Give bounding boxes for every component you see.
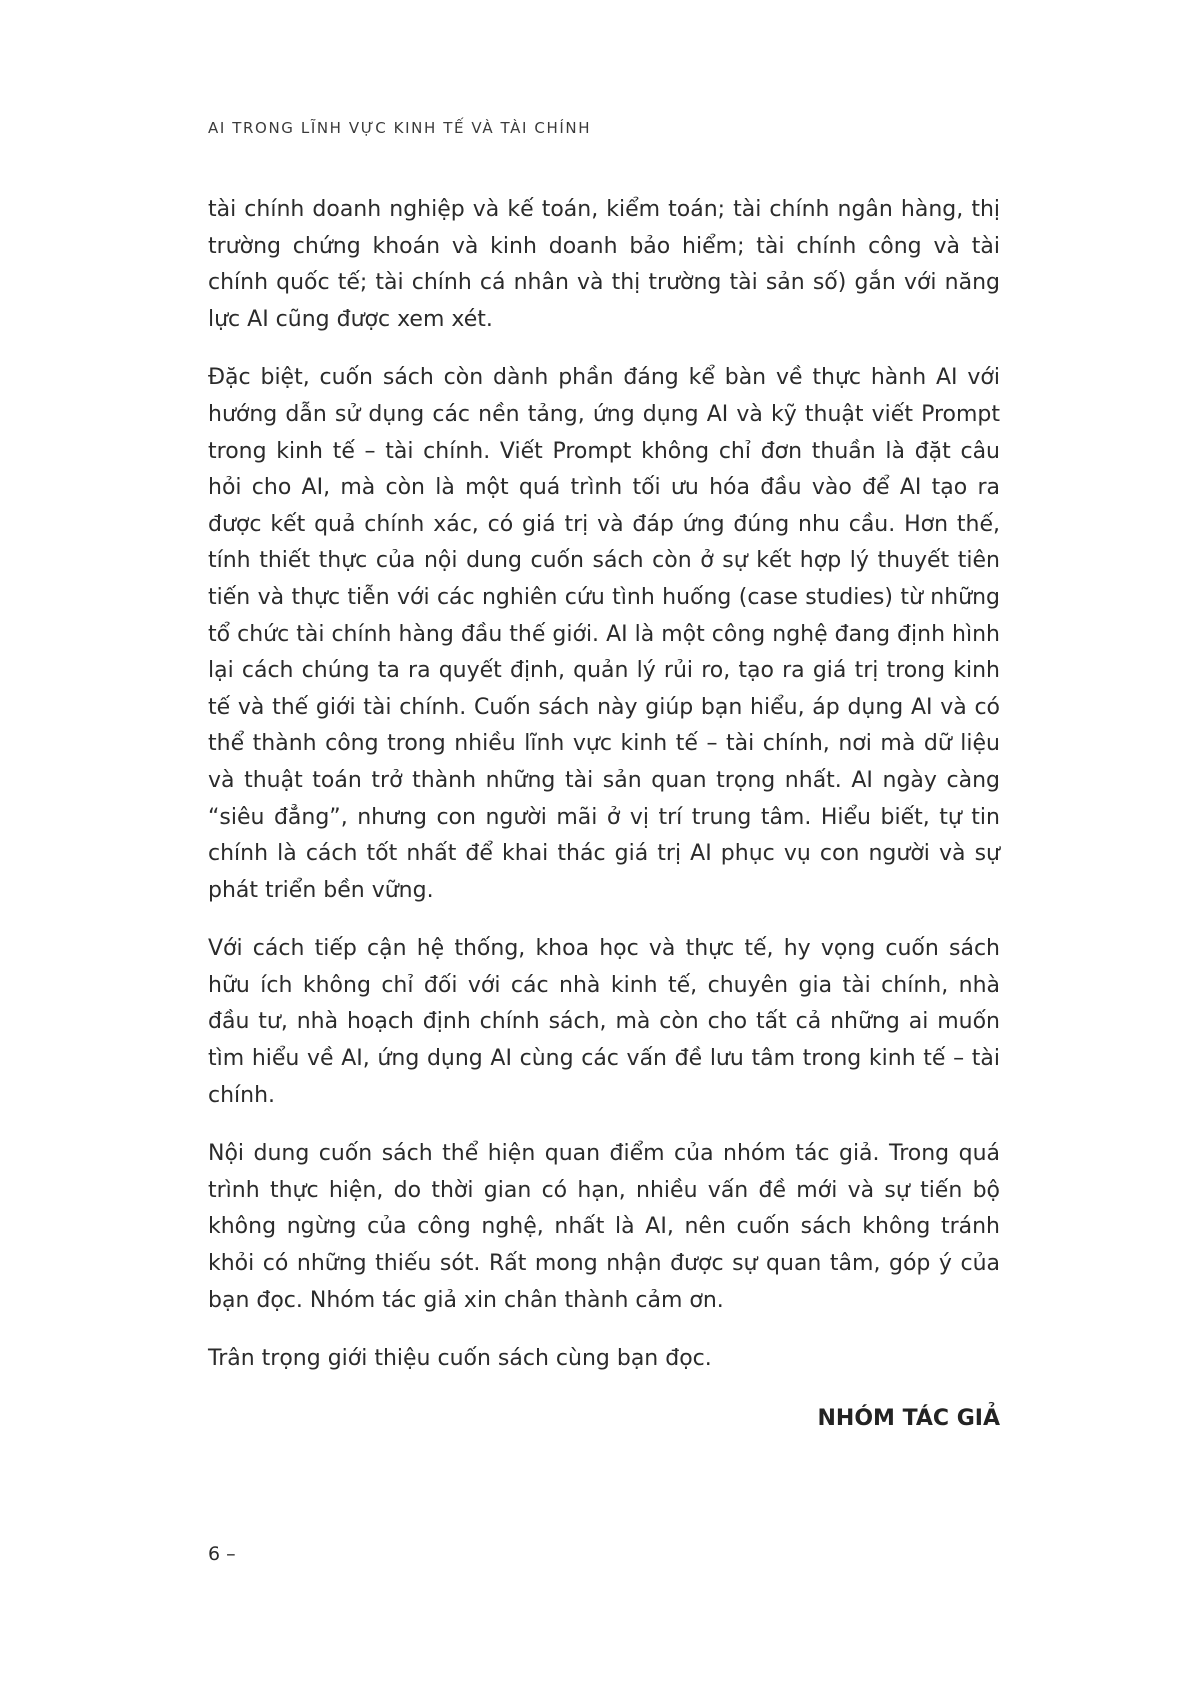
paragraph-1: tài chính doanh nghiệp và kế toán, kiểm toán; tài chính ngân hàng, thị trường chứng khoán và kinh doanh bảo hiểm; tài chính công và tài chính quốc tế; tài chính cá nhân và thị trường tài sản số) gắn với năng lực AI cũng được xem xét. <box>208 197 1000 332</box>
paragraph-2: Đặc biệt, cuốn sách còn dành phần đáng kể bàn về thực hành AI với hướng dẫn sử dụng các nền tảng, ứng dụng AI và kỹ thuật viết Prompt trong kinh tế – tài chính. Viết Prompt không chỉ đơn thuần là đặt câu hỏi cho AI, mà còn là một quá trình tối ưu hóa đầu vào để AI tạo ra được kết quả chính xác, có giá trị và đáp ứng đúng nhu cầu. Hơn thế, tính thiết thực của nội dung cuốn sách còn ở sự kết hợp lý thuyết tiên tiến và thực tiễn với các nghiên cứu tình huống (case studies) từ những tổ chức tài chính hàng đầu thế giới. AI là một công nghệ đang định hình lại cách chúng ta ra quyết định, quản lý rủi ro, tạo ra giá trị trong kinh tế và thế giới tài chính. Cuốn sách này giúp bạn hiểu, áp dụng AI và có thể thành công trong nhiều lĩnh vực kinh tế – tài chính, nơi mà dữ liệu và thuật toán trở thành những tài sản quan trọng nhất. AI ngày càng “siêu đẳng”, nhưng con người mãi ở vị trí trung tâm. Hiểu biết, tự tin chính là cách tốt nhất để khai thác giá trị AI phục vụ con người và sự phát triển bền vững. <box>208 365 1000 903</box>
page-number: 6 – <box>208 1543 236 1565</box>
paragraph-5: Trân trọng giới thiệu cuốn sách cùng bạn đọc. <box>208 1346 712 1372</box>
paragraph-3: Với cách tiếp cận hệ thống, khoa học và thực tế, hy vọng cuốn sách hữu ích không chỉ đối với các nhà kinh tế, chuyên gia tài chính, nhà đầu tư, nhà hoạch định chính sách, mà còn cho tất cả những ai muốn tìm hiểu về AI, ứng dụng AI cùng các vấn đề lưu tâm trong kinh tế – tài chính. <box>208 936 1000 1108</box>
author-signature: NHÓM TÁC GIẢ <box>817 1406 1000 1431</box>
paragraph-4: Nội dung cuốn sách thể hiện quan điểm của nhóm tác giả. Trong quá trình thực hiện, do thời gian có hạn, nhiều vấn đề mới và sự tiến bộ không ngừng của công nghệ, nhất là AI, nên cuốn sách không tránh khỏi có những thiếu sót. Rất mong nhận được sự quan tâm, góp ý của bạn đọc. Nhóm tác giả xin chân thành cảm ơn. <box>208 1141 1000 1313</box>
running-header: AI TRONG LĨNH VỰC KINH TẾ VÀ TÀI CHÍNH <box>208 119 592 137</box>
body-text <box>208 192 1000 1400</box>
